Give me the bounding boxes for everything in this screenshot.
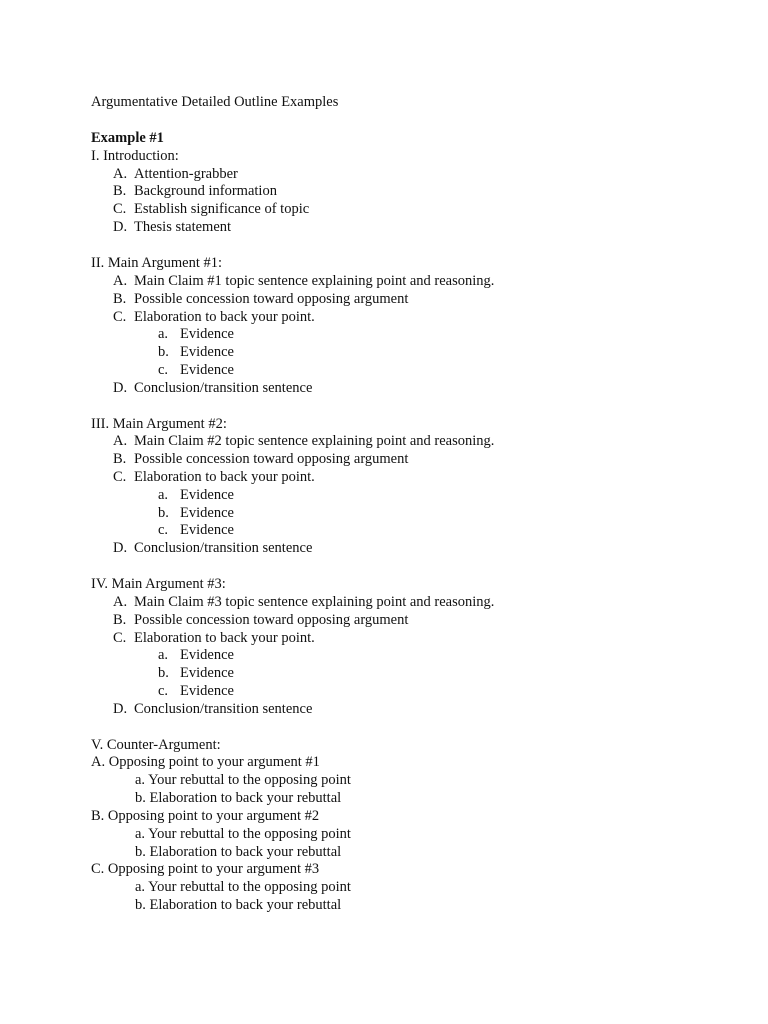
opposing-point: A. Opposing point to your argument #1	[91, 754, 320, 770]
list-item	[113, 468, 315, 486]
rebuttal-item: b. Elaboration to back your rebuttal	[135, 790, 342, 806]
list-item	[113, 218, 231, 236]
sub-list-item	[158, 682, 234, 700]
sub-list-item	[158, 361, 234, 379]
item-text: Establish significance of topic	[134, 201, 310, 217]
item-label: A.	[113, 594, 128, 610]
list-item	[113, 182, 277, 200]
example-heading: Example #1	[91, 130, 164, 146]
item-text: Elaboration to back your point.	[134, 309, 315, 325]
sub-item-text: Evidence	[180, 326, 234, 342]
list-item	[113, 165, 238, 183]
list-item	[113, 450, 408, 468]
item-label: B.	[113, 451, 127, 467]
sub-item-label: b.	[158, 505, 169, 521]
item-text: Possible concession toward opposing argument	[134, 612, 409, 628]
sub-item-text: Evidence	[180, 344, 234, 360]
item-label: C.	[113, 630, 127, 646]
rebuttal-item: a. Your rebuttal to the opposing point	[135, 879, 351, 895]
sub-item-label: a.	[158, 326, 169, 342]
sub-item-label: c.	[158, 522, 169, 538]
list-item	[113, 272, 494, 290]
item-text: Possible concession toward opposing argument	[134, 291, 409, 307]
list-item	[113, 700, 312, 718]
sub-list-item	[158, 325, 234, 343]
item-text: Attention-grabber	[134, 166, 238, 182]
document-title: Argumentative Detailed Outline Examples	[91, 94, 339, 110]
item-label: D.	[113, 380, 128, 396]
item-text: Conclusion/transition sentence	[134, 380, 313, 396]
sub-list-item	[158, 646, 234, 664]
sub-item-text: Evidence	[180, 665, 234, 681]
list-item	[113, 379, 312, 397]
rebuttal-item: b. Elaboration to back your rebuttal	[135, 844, 342, 860]
section-heading: IV. Main Argument #3:	[91, 576, 226, 592]
sub-item-text: Evidence	[180, 505, 234, 521]
item-label: C.	[113, 201, 127, 217]
sub-list-item	[158, 486, 234, 504]
item-label: C.	[113, 309, 127, 325]
sub-list-item	[158, 521, 234, 539]
item-label: A.	[113, 273, 128, 289]
item-label: B.	[113, 183, 127, 199]
sub-item-text: Evidence	[180, 522, 234, 538]
item-text: Elaboration to back your point.	[134, 630, 315, 646]
sub-item-label: c.	[158, 362, 169, 378]
list-item	[113, 629, 315, 647]
sub-item-text: Evidence	[180, 487, 234, 503]
sub-item-label: a.	[158, 647, 169, 663]
item-label: A.	[113, 166, 128, 182]
item-text: Background information	[134, 183, 277, 199]
item-text: Possible concession toward opposing argument	[134, 451, 409, 467]
sub-item-text: Evidence	[180, 683, 234, 699]
section-heading: II. Main Argument #1:	[91, 255, 223, 271]
item-text: Conclusion/transition sentence	[134, 701, 313, 717]
item-text: Thesis statement	[134, 219, 232, 235]
section-heading: III. Main Argument #2:	[91, 416, 227, 432]
sub-item-label: a.	[158, 487, 169, 503]
item-label: C.	[113, 469, 127, 485]
list-item	[113, 611, 408, 629]
sub-item-text: Evidence	[180, 362, 234, 378]
section-heading: V. Counter-Argument:	[91, 737, 221, 753]
item-label: B.	[113, 612, 127, 628]
item-text: Elaboration to back your point.	[134, 469, 315, 485]
rebuttal-item: b. Elaboration to back your rebuttal	[135, 897, 342, 913]
list-item	[113, 432, 494, 450]
sub-item-text: Evidence	[180, 647, 234, 663]
opposing-point: B. Opposing point to your argument #2	[91, 808, 320, 824]
sub-item-label: c.	[158, 683, 169, 699]
sub-list-item	[158, 664, 234, 682]
list-item	[113, 308, 315, 326]
item-text: Main Claim #2 topic sentence explaining point and reasoning.	[134, 433, 495, 449]
opposing-point: C. Opposing point to your argument #3	[91, 861, 320, 877]
item-text: Conclusion/transition sentence	[134, 540, 313, 556]
item-label: D.	[113, 540, 128, 556]
sub-item-label: b.	[158, 344, 169, 360]
list-item	[113, 290, 408, 308]
rebuttal-item: a. Your rebuttal to the opposing point	[135, 826, 351, 842]
item-text: Main Claim #3 topic sentence explaining point and reasoning.	[134, 594, 495, 610]
rebuttal-item: a. Your rebuttal to the opposing point	[135, 772, 351, 788]
list-item	[113, 200, 309, 218]
sub-list-item	[158, 343, 234, 361]
sub-item-label: b.	[158, 665, 169, 681]
item-label: D.	[113, 219, 128, 235]
item-label: D.	[113, 701, 128, 717]
item-label: B.	[113, 291, 127, 307]
item-label: A.	[113, 433, 128, 449]
sub-list-item	[158, 504, 234, 522]
list-item	[113, 539, 312, 557]
item-text: Main Claim #1 topic sentence explaining point and reasoning.	[134, 273, 495, 289]
list-item	[113, 593, 494, 611]
section-heading: I. Introduction:	[91, 148, 179, 164]
